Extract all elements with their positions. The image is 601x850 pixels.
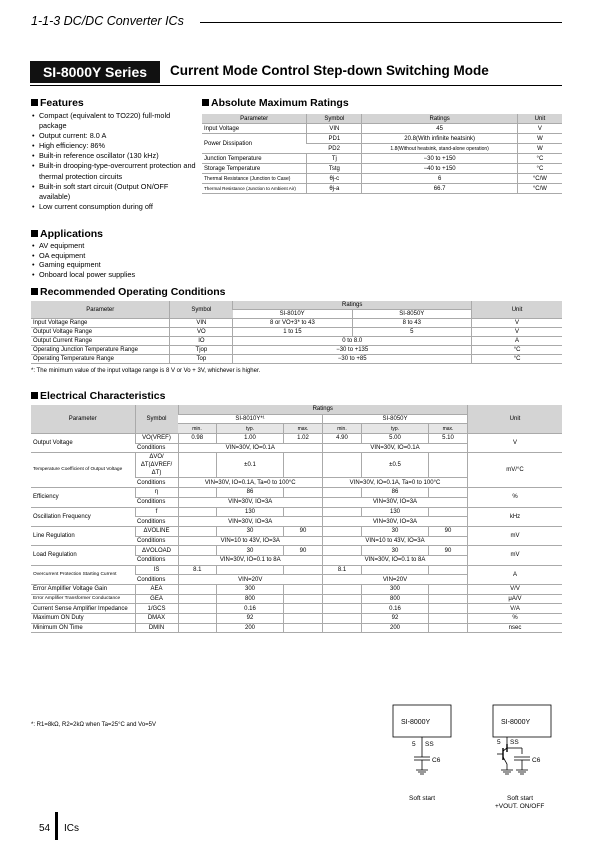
cell: 4.90 <box>323 434 362 444</box>
cell: −30 to +150 <box>362 154 517 164</box>
cell <box>284 604 323 614</box>
table-row <box>31 585 562 595</box>
circuit2-pin: 5 <box>497 739 501 746</box>
cell: μA/V <box>468 594 563 604</box>
cell: 1.8(Without heatsink, stand-alone operation) <box>362 144 517 154</box>
cell: 86 <box>217 488 284 498</box>
series-rule <box>30 85 562 86</box>
cell: θj-c <box>307 174 362 184</box>
cell <box>178 507 217 517</box>
cell: Tj <box>307 154 362 164</box>
cell: 1.02 <box>284 434 323 444</box>
cell: VIN=30V, IO=3A <box>178 497 323 507</box>
cell: 0.98 <box>178 434 217 444</box>
cell: −30 to +135 <box>233 346 472 355</box>
cell: IS <box>135 565 178 575</box>
table-row <box>202 184 562 194</box>
ec-col-unit: Unit <box>468 405 563 434</box>
cell: 200 <box>362 623 429 633</box>
roc-sub-8010: SI-8010Y <box>233 310 352 319</box>
cell <box>429 565 468 575</box>
ec-sub: min. <box>323 424 362 434</box>
cell: Junction Temperature <box>202 154 307 164</box>
table-row <box>202 164 562 174</box>
roc-col-unit: Unit <box>472 301 562 319</box>
cell <box>323 526 362 536</box>
table-row <box>31 488 562 498</box>
footer-section: ICs <box>64 823 79 834</box>
table-row <box>202 134 562 144</box>
cell: −40 to +150 <box>362 164 517 174</box>
table-row <box>31 346 562 355</box>
list-item: • Onboard local power supplies <box>31 270 196 280</box>
circuit2-ss: SS <box>510 739 519 746</box>
cell: DMIN <box>135 623 178 633</box>
cell <box>323 604 362 614</box>
cell: VIN=30V, IO=3A <box>178 517 323 527</box>
cell <box>284 488 323 498</box>
series-name: SI-8000Y Series <box>30 61 160 83</box>
cell: V <box>472 319 562 328</box>
cell: 90 <box>429 546 468 556</box>
cell: Current Sense Amplifier Impedance <box>31 604 135 614</box>
list-item: • Gaming equipment <box>31 260 196 270</box>
cell: PD2 <box>307 144 362 154</box>
ec-sub: max. <box>284 424 323 434</box>
cell: Thermal Resistance (Junction to Ambient Air) <box>202 184 307 194</box>
cell <box>178 614 217 624</box>
features-heading: Features <box>31 97 84 109</box>
roc-heading: Recommended Operating Conditions <box>31 286 226 298</box>
cell: 130 <box>217 507 284 517</box>
table-row <box>31 623 562 633</box>
cell <box>362 565 429 575</box>
circuit1-chip: SI-8000Y <box>401 719 431 726</box>
table-row <box>202 174 562 184</box>
cell <box>323 623 362 633</box>
cell: 90 <box>284 546 323 556</box>
cell: 92 <box>217 614 284 624</box>
cell: ±0.1 <box>217 453 284 478</box>
cell: Tjop <box>170 346 233 355</box>
cell: Conditions <box>135 575 178 585</box>
amr-col-ratings: Ratings <box>362 114 517 124</box>
cell: V/V <box>468 585 563 595</box>
cell: 300 <box>217 585 284 595</box>
cell <box>323 453 362 478</box>
circuit1-pin: 5 <box>412 741 416 748</box>
cell: 6 <box>362 174 517 184</box>
table-row <box>31 319 562 328</box>
cell: Operating Temperature Range <box>31 355 170 364</box>
cell: % <box>468 614 563 624</box>
list-item: • AV equipment <box>31 241 196 251</box>
cell: Tstg <box>307 164 362 174</box>
cell: Temperature Coefficient of Output Voltage <box>31 453 135 488</box>
cell: °C/W <box>517 174 562 184</box>
cell: V <box>517 124 562 134</box>
cell: W <box>517 144 562 154</box>
cell <box>429 604 468 614</box>
cell <box>178 546 217 556</box>
soft-start-circuits <box>385 702 565 810</box>
cell: Operating Junction Temperature Range <box>31 346 170 355</box>
circuit2-cap: C6 <box>532 757 541 764</box>
cell: nsec <box>468 623 563 633</box>
series-subtitle: Current Mode Control Step-down Switching Mode <box>170 63 489 78</box>
cell: 90 <box>284 526 323 536</box>
ec-sub: max. <box>429 424 468 434</box>
cell: PD1 <box>307 134 362 144</box>
roc-sub-8050: SI-8050Y <box>352 310 472 319</box>
cell: VO <box>170 328 233 337</box>
cell <box>323 594 362 604</box>
cell: Conditions <box>135 536 178 546</box>
cell: Line Regulation <box>31 526 135 545</box>
cell <box>178 594 217 604</box>
cell <box>429 488 468 498</box>
ec-sub: min. <box>178 424 217 434</box>
cell: Conditions <box>135 517 178 527</box>
cell: A <box>468 565 563 584</box>
table-row <box>31 604 562 614</box>
cell <box>323 585 362 595</box>
cell: °C <box>517 164 562 174</box>
cell <box>323 614 362 624</box>
roc-table <box>31 301 562 364</box>
cell: mV <box>468 526 563 545</box>
cell: −30 to +85 <box>233 355 472 364</box>
cell <box>178 585 217 595</box>
cell: 0.16 <box>362 604 429 614</box>
cell: Minimum ON Time <box>31 623 135 633</box>
cell <box>429 594 468 604</box>
cell: W <box>517 134 562 144</box>
circuit1-label: Soft start <box>409 795 436 802</box>
cell <box>323 488 362 498</box>
cell <box>178 526 217 536</box>
ec-col-ratings: Ratings <box>178 405 468 414</box>
cell: Power Dissipation <box>202 134 307 154</box>
cell: V <box>468 434 563 453</box>
cell: 20.8(With infinite heatsink) <box>362 134 517 144</box>
cell: 66.7 <box>362 184 517 194</box>
ec-note: *: R1=8kΩ, R2=2kΩ when Ta=25°C and Vo=5V <box>31 722 157 728</box>
cell: Error Amplifier Transformer Conductance <box>31 594 135 604</box>
circuit2-label: Soft start <box>507 795 534 802</box>
section-title: 1-1-3 DC/DC Converter ICs <box>31 14 184 28</box>
cell: 30 <box>362 546 429 556</box>
cell: Conditions <box>135 555 178 565</box>
cell <box>323 507 362 517</box>
roc-note: *: The minimum value of the input voltage range is 8 V or Vo + 3V, whichever is higher. <box>31 368 261 374</box>
cell <box>178 488 217 498</box>
cell: VIN=30V, IO=0.1 to 8A <box>178 555 323 565</box>
cell <box>217 565 284 575</box>
cell: VIN=30V, IO=0.1A <box>323 443 468 453</box>
footer-bar <box>55 812 58 840</box>
applications-heading: Applications <box>31 228 103 240</box>
cell: 5 <box>352 328 472 337</box>
table-row <box>31 565 562 575</box>
cell: VIN=20V <box>178 575 323 585</box>
cell: 8.1 <box>323 565 362 575</box>
circuit2-chip: SI-8000Y <box>501 719 531 726</box>
cell: 1/GCS <box>135 604 178 614</box>
table-row <box>31 594 562 604</box>
features-list <box>31 111 196 212</box>
cell: VO(VREF) <box>135 434 178 444</box>
cell <box>284 565 323 575</box>
header-rule <box>200 22 562 23</box>
cell: VIN=10 to 43V, IO=3A <box>323 536 468 546</box>
cell: 30 <box>217 526 284 536</box>
amr-col-symbol: Symbol <box>307 114 362 124</box>
cell: ΔVOLINE <box>135 526 178 536</box>
cell: mV <box>468 546 563 565</box>
table-row <box>31 614 562 624</box>
ec-col-symbol: Symbol <box>135 405 178 434</box>
cell: VIN=20V <box>323 575 468 585</box>
table-row <box>31 434 562 444</box>
cell: GEA <box>135 594 178 604</box>
cell: °C/W <box>517 184 562 194</box>
table-row <box>202 124 562 134</box>
cell: 800 <box>362 594 429 604</box>
list-item: • Compact (equivalent to TO220) full-mold package <box>31 111 196 131</box>
cell: Conditions <box>135 443 178 453</box>
cell: Overcurrent Protection Starting Current <box>31 565 135 584</box>
cell <box>429 623 468 633</box>
cell: f <box>135 507 178 517</box>
cell <box>178 623 217 633</box>
table-row <box>31 328 562 337</box>
amr-heading: Absolute Maximum Ratings <box>202 97 349 109</box>
cell <box>429 507 468 517</box>
cell: Maximum ON Duty <box>31 614 135 624</box>
applications-list <box>31 241 196 279</box>
cell: VIN=30V, IO=3A <box>323 517 468 527</box>
cell: VIN=30V, IO=0.1A, Ta=0 to 100°C <box>178 478 323 488</box>
list-item: • Output current: 8.0 A <box>31 131 196 141</box>
roc-col-ratings: Ratings <box>233 301 472 310</box>
cell: 92 <box>362 614 429 624</box>
cell: Output Current Range <box>31 337 170 346</box>
cell <box>284 623 323 633</box>
circuit1-cap: C6 <box>432 757 441 764</box>
cell <box>178 604 217 614</box>
cell: ΔVO/ΔT(ΔVREF/ΔT) <box>135 453 178 478</box>
cell: 5.10 <box>429 434 468 444</box>
cell: Conditions <box>135 478 178 488</box>
cell: 30 <box>217 546 284 556</box>
cell: 30 <box>362 526 429 536</box>
cell: 86 <box>362 488 429 498</box>
circuit1-ss: SS <box>425 741 434 748</box>
ec-dev1: SI-8010Y*¹ <box>178 414 323 424</box>
cell: VIN=30V, IO=0.1A, Ta=0 to 100°C <box>323 478 468 488</box>
list-item: • Built-in drooping-type-overcurrent protection and thermal protection circuits <box>31 161 196 181</box>
cell: AEA <box>135 585 178 595</box>
cell: Error Amplifier Voltage Gain <box>31 585 135 595</box>
table-row <box>31 337 562 346</box>
roc-col-symbol: Symbol <box>170 301 233 319</box>
cell: 300 <box>362 585 429 595</box>
cell: VIN <box>170 319 233 328</box>
cell <box>284 614 323 624</box>
cell <box>429 453 468 478</box>
list-item: • OA equipment <box>31 251 196 261</box>
ec-dev2: SI-8050Y <box>323 414 468 424</box>
cell: kHz <box>468 507 563 526</box>
cell: θj-a <box>307 184 362 194</box>
cell <box>284 594 323 604</box>
ec-col-parameter: Parameter <box>31 405 135 434</box>
cell: 0 to 8.0 <box>233 337 472 346</box>
page-number: 54 <box>39 823 51 834</box>
ec-sub: typ. <box>362 424 429 434</box>
cell: η <box>135 488 178 498</box>
cell <box>429 614 468 624</box>
cell: Top <box>170 355 233 364</box>
cell <box>178 453 217 478</box>
cell: 5.00 <box>362 434 429 444</box>
cell: Input Voltage Range <box>31 319 170 328</box>
cell: % <box>468 488 563 507</box>
cell: A <box>472 337 562 346</box>
amr-table <box>202 114 562 194</box>
cell: 200 <box>217 623 284 633</box>
cell: 90 <box>429 526 468 536</box>
roc-col-parameter: Parameter <box>31 301 170 319</box>
cell: IO <box>170 337 233 346</box>
list-item: • Low current consumption during off <box>31 202 196 212</box>
cell: Load Regulation <box>31 546 135 565</box>
cell: V <box>472 328 562 337</box>
cell: 8 or VO+3* to 43 <box>233 319 352 328</box>
cell: Output Voltage <box>31 434 135 453</box>
table-row <box>31 546 562 556</box>
list-item: • High efficiency: 86% <box>31 141 196 151</box>
amr-col-unit: Unit <box>517 114 562 124</box>
cell: ΔVOLOAD <box>135 546 178 556</box>
cell: Storage Temperature <box>202 164 307 174</box>
table-row <box>31 507 562 517</box>
cell <box>284 585 323 595</box>
cell: VIN=10 to 43V, IO=3A <box>178 536 323 546</box>
list-item: • Built-in reference oscillator (130 kHz) <box>31 151 196 161</box>
ec-sub: typ. <box>217 424 284 434</box>
cell <box>284 507 323 517</box>
cell <box>284 453 323 478</box>
cell: Input Voltage <box>202 124 307 134</box>
list-item: • Built-in soft start circuit (Output ON/OFF available) <box>31 182 196 202</box>
cell: 800 <box>217 594 284 604</box>
cell: Oscillation Frequency <box>31 507 135 526</box>
table-row <box>202 154 562 164</box>
cell: 8 to 43 <box>352 319 472 328</box>
cell: °C <box>472 355 562 364</box>
cell: VIN=30V, IO=0.1A <box>178 443 323 453</box>
cell: DMAX <box>135 614 178 624</box>
cell: °C <box>472 346 562 355</box>
cell: 1 to 15 <box>233 328 352 337</box>
ec-table <box>31 405 562 633</box>
cell: 45 <box>362 124 517 134</box>
cell: Thermal Resistance (Junction to Case) <box>202 174 307 184</box>
cell <box>323 546 362 556</box>
cell <box>429 585 468 595</box>
cell: 1.00 <box>217 434 284 444</box>
cell: ±0.5 <box>362 453 429 478</box>
cell: 8.1 <box>178 565 217 575</box>
cell: V/A <box>468 604 563 614</box>
cell: VIN=30V, IO=0.1 to 8A <box>323 555 468 565</box>
table-row <box>31 526 562 536</box>
cell: 130 <box>362 507 429 517</box>
cell: VIN=30V, IO=3A <box>323 497 468 507</box>
cell: Efficiency <box>31 488 135 507</box>
ec-heading: Electrical Characteristics <box>31 390 166 402</box>
cell: Conditions <box>135 497 178 507</box>
amr-col-parameter: Parameter <box>202 114 307 124</box>
table-row <box>31 355 562 364</box>
circuit2-label2: +VOUT. ON/OFF <box>495 803 545 810</box>
table-row <box>31 453 562 478</box>
cell: VIN <box>307 124 362 134</box>
cell: mV/°C <box>468 453 563 488</box>
cell: °C <box>517 154 562 164</box>
cell: Output Voltage Range <box>31 328 170 337</box>
cell: 0.16 <box>217 604 284 614</box>
